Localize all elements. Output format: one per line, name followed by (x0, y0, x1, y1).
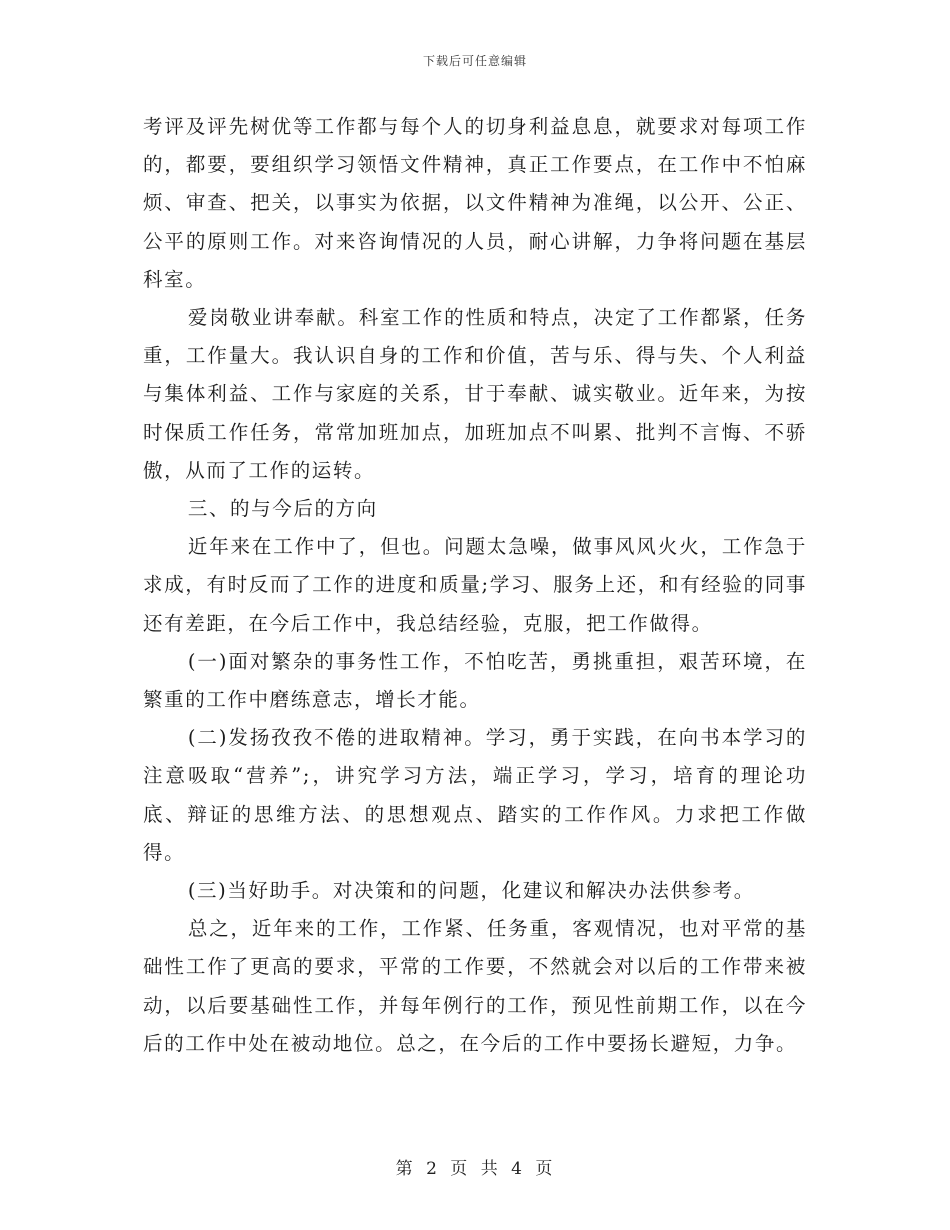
paragraph: 爱岗敬业讲奉献。科室工作的性质和特点，决定了工作都紧，任务重，工作量大。我认识自身的工作和价值，苦与乐、得与失、个人利益与集体利益、工作与家庭的关系，甘于奉献、诚实敬业。近年来，为按时保质工作任务，常常加班加点，加班加点不叫累、批判不言悔、不骄傲，从而了工作的运转。 (143, 306, 807, 482)
document-body (143, 108, 807, 1063)
page-label-prefix: 第 (395, 1159, 415, 1179)
page-footer (0, 1154, 950, 1179)
page-header-note: 下载后可任意编辑 (422, 54, 527, 68)
paragraph: 总之，近年来的工作，工作紧、任务重，客观情况，也对平常的基础性工作了更高的要求，平常的工作要，不然就会对以后的工作带来被动，以后要基础性工作，并每年例行的工作，预见性前期工作，以在今后的工作中处在被动地位。总之，在今后的工作中要扬长避短，力争。 (143, 917, 807, 1055)
section-heading: 三、的与今后的方向 (187, 497, 378, 521)
paragraph: 考评及评先树优等工作都与每个人的切身利益息息，就要求对每项工作的，都要，要组织学习领悟文件精神，真正工作要点，在工作中不怕麻烦、审查、把关，以事实为依据，以文件精神为准绳，以公开、公正、公平的原则工作。对来咨询情况的人员，耐心讲解，力争将问题在基层科室。 (143, 115, 807, 291)
total-pages: 4 (511, 1159, 524, 1179)
page-number: 2 (426, 1159, 439, 1179)
total-prefix: 共 (480, 1159, 500, 1179)
page-label-mid: 页 (450, 1159, 470, 1179)
total-suffix: 页 (535, 1159, 555, 1179)
paragraph: 近年来在工作中了，但也。问题太急噪，做事风风火火，工作急于求成，有时反而了工作的进度和质量;学习、服务上还，和有经验的同事还有差距，在今后工作中，我总结经验，克服，把工作做得。 (143, 535, 807, 635)
paragraph: (一)面对繁杂的事务性工作，不怕吃苦，勇挑重担，艰苦环境，在繁重的工作中磨练意志，增长才能。 (143, 649, 807, 712)
paragraph: (二)发扬孜孜不倦的进取精神。学习，勇于实践，在向书本学习的注意吸取“营养”;，讲究学习方法，端正学习，学习，培育的理论功底、辩证的思维方法、的思想观点、踏实的工作作风。力求把工作做得。 (143, 726, 807, 864)
paragraph: (三)当好助手。对决策和的问题，化建议和解决办法供参考。 (187, 879, 755, 903)
